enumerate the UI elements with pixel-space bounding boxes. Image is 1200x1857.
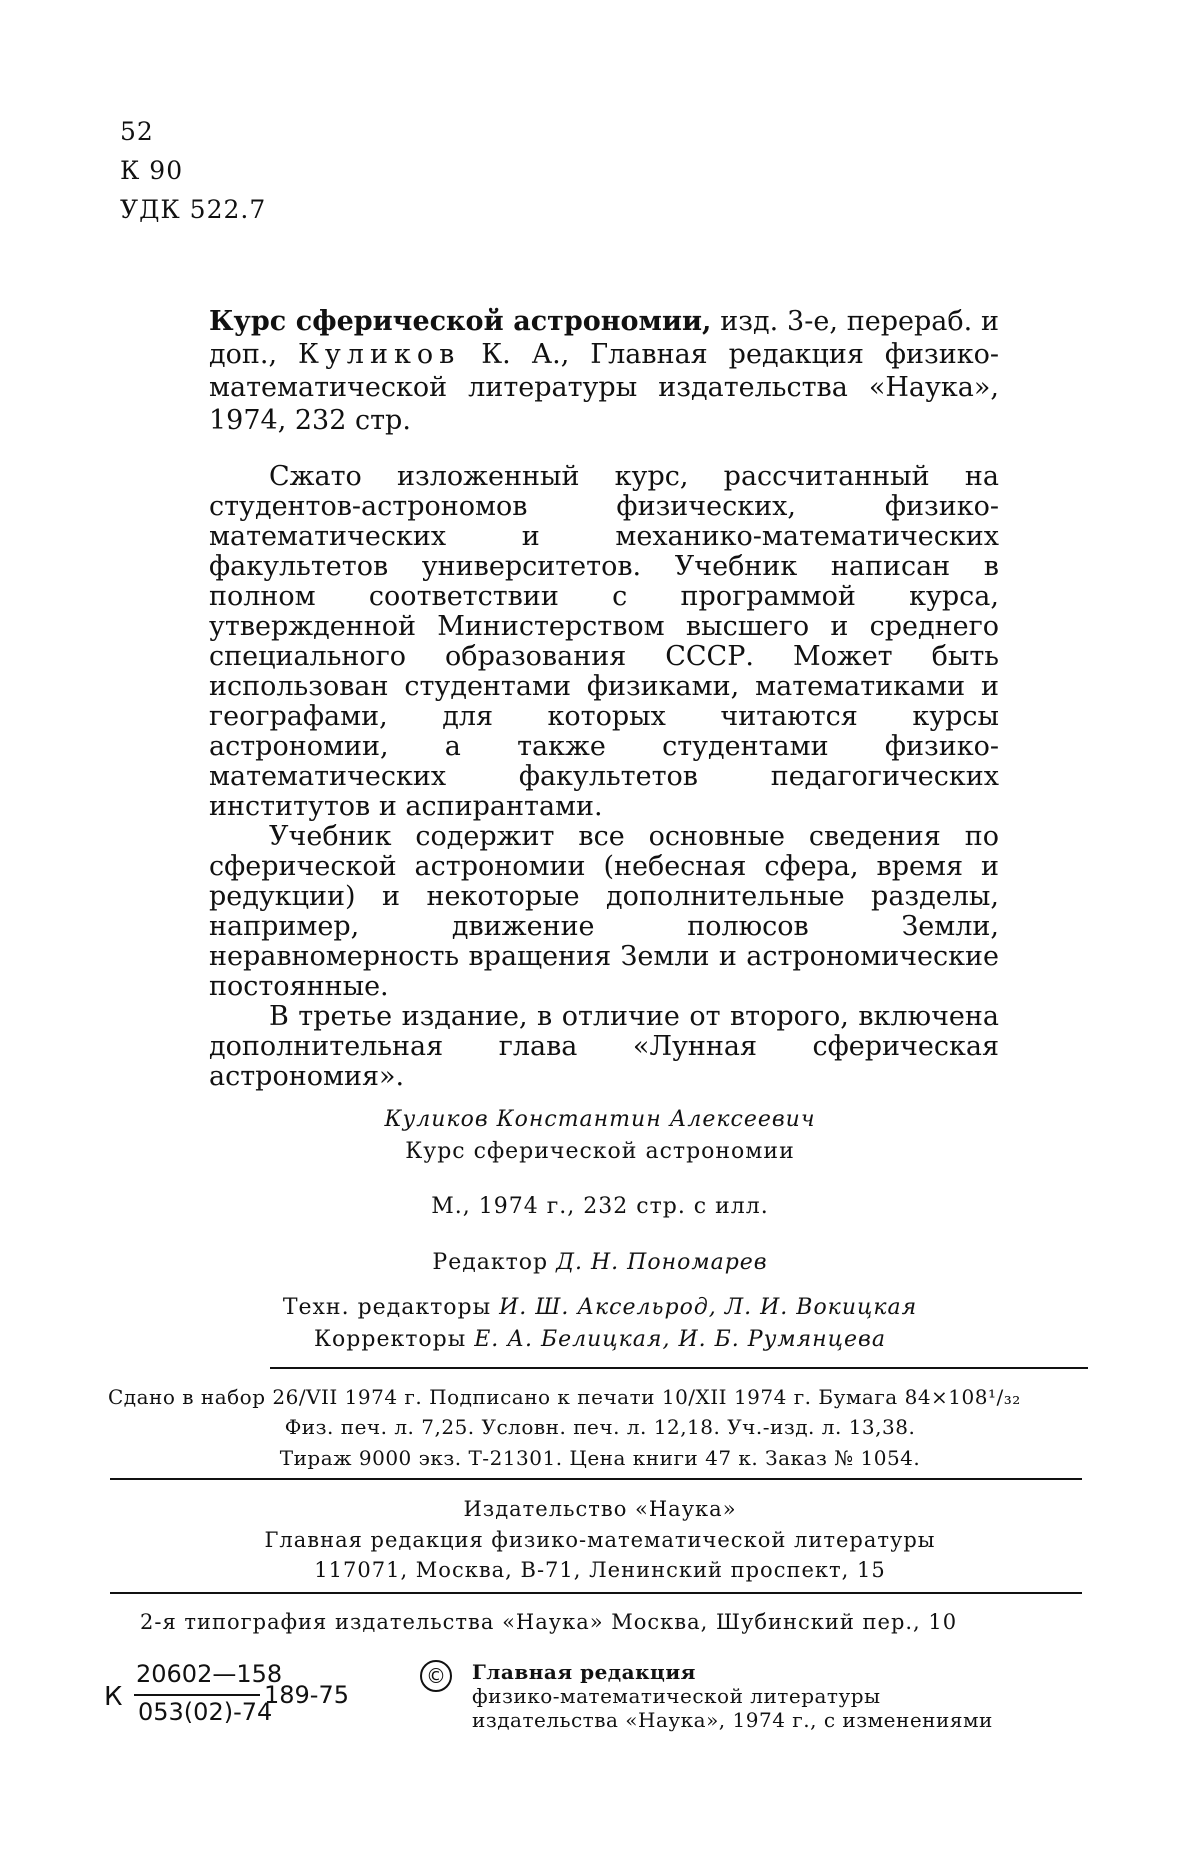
- udc-code: УДК 522.7: [120, 195, 267, 224]
- publisher-address: 117071, Москва, В-71, Ленинский проспект, 15: [314, 1558, 886, 1582]
- divider-rule: [110, 1592, 1082, 1594]
- colophon-title: Курс сферической астрономии: [405, 1139, 795, 1164]
- publisher-name: Издательство «Наука»: [463, 1497, 737, 1521]
- tech-names: И. Ш. Аксельрод, Л. И. Вокицкая: [499, 1295, 918, 1320]
- print-data-line-3: Тираж 9000 экз. Т-21301. Цена книги 47 к. Заказ № 1054.: [279, 1446, 921, 1470]
- print-data-line-2: Физ. печ. л. 7,25. Условн. печ. л. 12,18. Уч.-изд. л. 13,38.: [284, 1415, 916, 1439]
- copyright-icon: ©: [420, 1660, 452, 1692]
- index-denominator: 053(02)-74: [138, 1698, 273, 1726]
- copyright-line-1: Главная редакция: [472, 1660, 696, 1684]
- colophon-correctors: [0, 1327, 1200, 1352]
- divider-rule: [270, 1367, 1088, 1369]
- editor-label: Редактор: [432, 1250, 557, 1275]
- colophon-editor: [0, 1250, 1200, 1275]
- biblio-author-initials: К. А.,: [460, 339, 591, 370]
- fraction-bar: [134, 1694, 260, 1696]
- correct-label: Корректоры: [314, 1327, 475, 1352]
- bbk-code: 52: [120, 117, 154, 146]
- classification-codes: [120, 112, 266, 229]
- index-letter: К: [104, 1682, 123, 1712]
- correct-names: Е. А. Белицкая, И. Б. Румянцева: [474, 1327, 886, 1352]
- annotation-paragraph-3: В третье издание, в отличие от второго, включена дополнительная глава «Лунная сферическая астрономия».: [209, 1001, 999, 1092]
- biblio-edition: изд. 3-е, перераб. и доп.,: [209, 306, 999, 370]
- author-mark: К 90: [120, 156, 184, 185]
- copyright-notice: [472, 1660, 993, 1732]
- index-numerator: 20602—158: [136, 1660, 283, 1688]
- biblio-publisher: Главная редакция физико-математической литературы издательства «Наука», 1974, 232 стр.: [209, 339, 999, 436]
- print-data-line-1: Сдано в набор 26/VII 1974 г. Подписано к печати 10/XII 1974 г. Бумага 84×108¹/₃₂: [108, 1385, 1021, 1409]
- editor-name: Д. Н. Пономарев: [556, 1250, 768, 1275]
- biblio-author: Куликов: [298, 339, 461, 370]
- index-suffix: 189-75: [264, 1681, 350, 1709]
- copyright-line-2: физико-математической литературы: [472, 1684, 881, 1708]
- divider-rule: [110, 1478, 1082, 1480]
- colophon-author: Куликов Константин Алексеевич: [384, 1107, 816, 1132]
- colophon-pub-info: М., 1974 г., 232 стр. с илл.: [431, 1194, 769, 1219]
- annotation-paragraph-1: Сжато изложенный курс, рассчитанный на студентов-астрономов физических, физико-математических и механико-математических факультетов университетов. Учебник написан в полном соответствии с программой курса, утвержденной Министерством высшего и среднего специального образования СССР. Может быть использован студентами физиками, математиками и географами, для которых читаются курсы астрономии, а также студентами физико-математических факультетов педагогических институтов и аспирантами.: [209, 461, 999, 822]
- annotation-paragraph-2: Учебник содержит все основные сведения по сферической астрономии (небесная сфера, время и редукции) и некоторые дополнительные разделы, например, движение полюсов Земли, неравномерность вращения Земли и астрономические постоянные.: [209, 821, 999, 1002]
- annotation: [209, 462, 999, 1092]
- bibliographic-reference: [209, 305, 999, 437]
- printer-info: 2-я типография издательства «Наука» Москва, Шубинский пер., 10: [140, 1610, 958, 1634]
- biblio-title: Курс сферической астрономии,: [209, 306, 712, 337]
- publisher-division: Главная редакция физико-математической литературы: [264, 1528, 936, 1552]
- copyright-line-3: издательства «Наука», 1974 г., с изменениями: [472, 1708, 993, 1732]
- tech-label: Техн. редакторы: [282, 1295, 500, 1320]
- colophon-tech-editors: [0, 1295, 1200, 1320]
